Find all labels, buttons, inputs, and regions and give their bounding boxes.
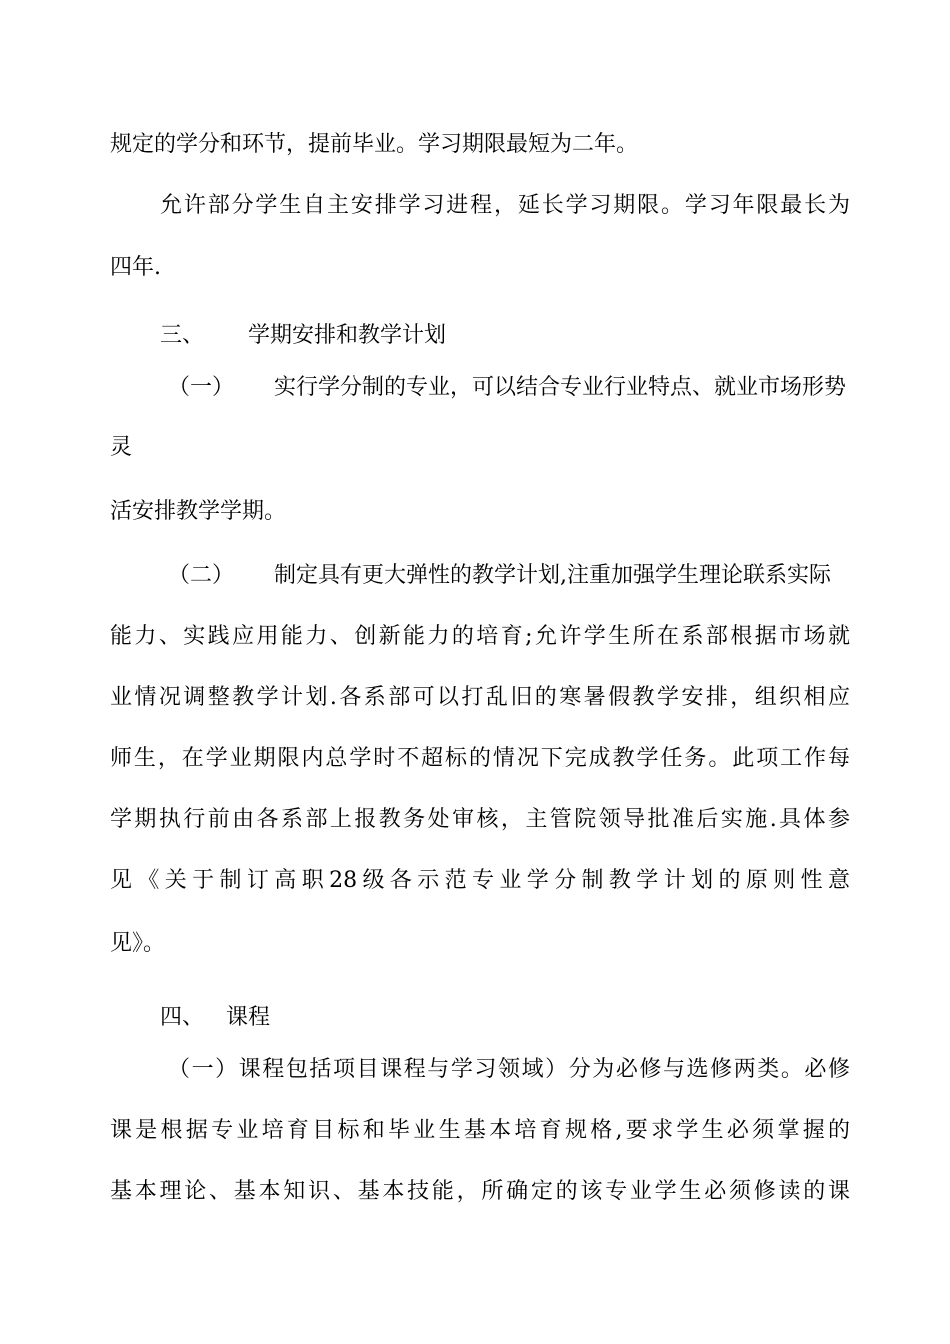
body-text-line: 四年.	[110, 255, 161, 280]
body-text-line: 课是根据专业培育目标和毕业生基本培育规格,要求学生必须掌握的	[110, 1118, 850, 1143]
body-text-line: 活安排教学学期。	[110, 499, 287, 524]
section-title: 课程	[226, 1005, 271, 1030]
body-text-line: 师生，在学业期限内总学时不超标的情况下完成教学任务。此项工作每	[110, 746, 850, 771]
body-text-line: 学期执行前由各系部上报教务处审核，主管院领导批准后实施.具体参	[110, 807, 850, 832]
body-text-line: 能力、实践应用能力、创新能力的培育;允许学生所在系部根据市场就	[110, 624, 850, 649]
body-text-line: 规定的学分和环节，提前毕业。学习期限最短为二年。	[110, 132, 639, 157]
section-number: 三、	[160, 323, 205, 348]
clause-number: （二）	[168, 563, 235, 588]
clause-1-line	[168, 373, 846, 403]
body-text-line: 灵	[110, 435, 133, 460]
clause-text: 制定具有更大弹性的教学计划,注重加强学生理论联系实际	[274, 563, 832, 588]
body-text-line: 见》。	[110, 931, 166, 956]
body-text-line: 基本理论、基本知识、基本技能，所确定的该专业学生必须修读的课	[110, 1179, 850, 1204]
section-heading-4	[160, 1003, 270, 1033]
body-text-line: 业情况调整教学计划.各系部可以打乱旧的寒暑假教学安排，组织相应	[110, 685, 850, 710]
body-text-line: 见《关于制订高职28级各示范专业学分制教学计划的原则性意	[110, 868, 850, 893]
clause-text: 实行学分制的专业，可以结合专业行业特点、就业市场形势	[274, 375, 847, 400]
section-number: 四、	[160, 1005, 205, 1030]
body-text-line: （一）课程包括项目课程与学习领域）分为必修与选修两类。必修	[168, 1057, 850, 1082]
clause-number: （一）	[168, 375, 235, 400]
section-heading-3	[160, 321, 446, 351]
clause-2-line	[168, 561, 831, 591]
body-text-line: 允许部分学生自主安排学习进程，延长学习期限。学习年限最长为	[160, 193, 850, 218]
section-title: 学期安排和教学计划	[248, 323, 447, 348]
